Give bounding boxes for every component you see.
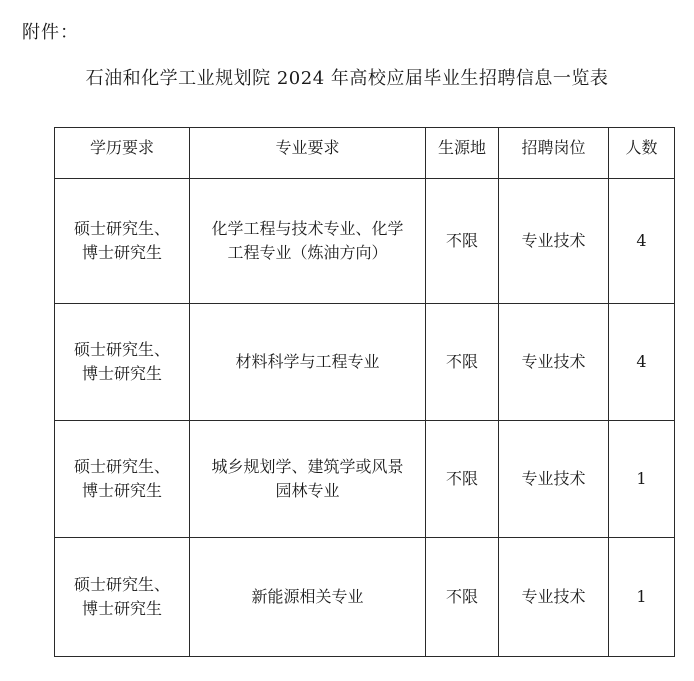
cell-line: 硕士研究生、 [73, 457, 170, 476]
cell-count: 4 [609, 179, 675, 304]
cell-line: 硕士研究生、 [73, 340, 170, 359]
cell-line: 博士研究生 [81, 481, 162, 500]
cell-line: 博士研究生 [81, 599, 162, 618]
table-row [55, 538, 675, 657]
cell-education [55, 179, 190, 304]
cell-line: 城乡规划学、建筑学或风景 [211, 457, 404, 476]
cell-count: 1 [609, 421, 675, 538]
cell-origin: 不限 [426, 538, 499, 657]
table-row [55, 304, 675, 421]
attachment-label: 附件： [22, 22, 79, 43]
header-position: 招聘岗位 [499, 128, 609, 179]
cell-position: 专业技术 [499, 179, 609, 304]
table-row [55, 421, 675, 538]
cell-education [55, 421, 190, 538]
cell-count: 4 [609, 304, 675, 421]
cell-line: 博士研究生 [81, 364, 162, 383]
header-count: 人数 [609, 128, 675, 179]
header-education: 学历要求 [55, 128, 190, 179]
cell-line: 博士研究生 [81, 243, 162, 262]
table-row [55, 179, 675, 304]
cell-line: 化学工程与技术专业、化学 [211, 219, 404, 238]
cell-position: 专业技术 [499, 538, 609, 657]
cell-major [190, 179, 426, 304]
table-header-row [55, 128, 675, 179]
cell-line: 工程专业（炼油方向） [227, 243, 388, 262]
cell-origin: 不限 [426, 421, 499, 538]
cell-origin: 不限 [426, 304, 499, 421]
recruitment-table [54, 127, 675, 657]
cell-major [190, 538, 426, 657]
cell-education [55, 538, 190, 657]
cell-position: 专业技术 [499, 421, 609, 538]
cell-major [190, 421, 426, 538]
cell-origin: 不限 [426, 179, 499, 304]
cell-line: 新能源相关专业 [251, 587, 364, 606]
header-origin: 生源地 [426, 128, 499, 179]
document-title: 石油和化学工业规划院 2024 年高校应届毕业生招聘信息一览表 [85, 68, 609, 89]
cell-major [190, 304, 426, 421]
cell-line: 材料科学与工程专业 [235, 352, 380, 371]
cell-count: 1 [609, 538, 675, 657]
cell-education [55, 304, 190, 421]
cell-line: 硕士研究生、 [73, 219, 170, 238]
header-major: 专业要求 [190, 128, 426, 179]
cell-line: 硕士研究生、 [73, 575, 170, 594]
cell-position: 专业技术 [499, 304, 609, 421]
cell-line: 园林专业 [275, 481, 340, 500]
